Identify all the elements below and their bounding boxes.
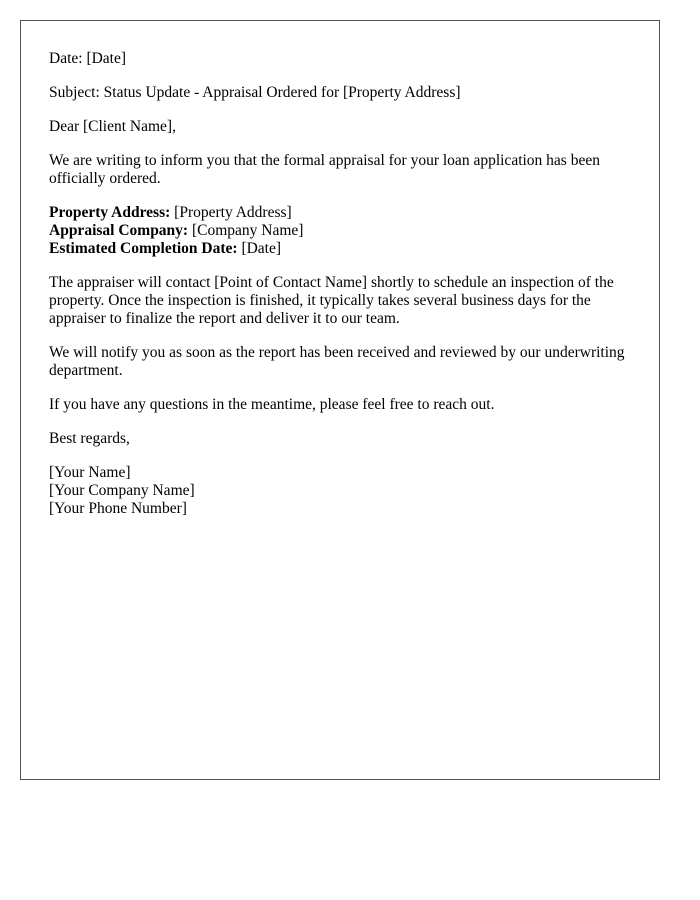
appraisal-company-value: [Company Name] [188, 222, 304, 239]
notify-paragraph: We will notify you as soon as the report has been received and reviewed by our underwriting department. [49, 344, 625, 379]
completion-date-row [49, 240, 641, 258]
appraisal-company-row [49, 222, 641, 240]
signature-company: [Your Company Name] [49, 482, 195, 499]
subject-line: Subject: Status Update - Appraisal Ordered for [Property Address] [49, 84, 461, 101]
property-address-value: [Property Address] [170, 204, 292, 221]
letter-page [20, 20, 660, 780]
completion-date-value: [Date] [237, 240, 282, 257]
appraiser-paragraph: The appraiser will contact [Point of Contact Name] shortly to schedule an inspection of the property. Once the inspection is finished, it typically takes several business days for the appraiser to finalize the report and deliver it to our team. [49, 274, 614, 327]
signature-name: [Your Name] [49, 464, 131, 481]
intro-paragraph: We are writing to inform you that the formal appraisal for your loan application has been officially ordered. [49, 152, 600, 187]
signature-block [49, 464, 641, 518]
appraisal-company-label: Appraisal Company: [49, 222, 189, 239]
completion-date-label: Estimated Completion Date: [49, 240, 238, 257]
property-address-label: Property Address: [49, 204, 171, 221]
date-line: Date: [Date] [49, 50, 127, 67]
signature-phone: [Your Phone Number] [49, 500, 187, 517]
closing: Best regards, [49, 430, 130, 447]
greeting: Dear [Client Name], [49, 118, 176, 135]
property-address-row [49, 204, 641, 222]
questions-paragraph: If you have any questions in the meantime, please feel free to reach out. [49, 396, 495, 413]
appraisal-details [49, 204, 641, 258]
letter-body [49, 50, 641, 518]
